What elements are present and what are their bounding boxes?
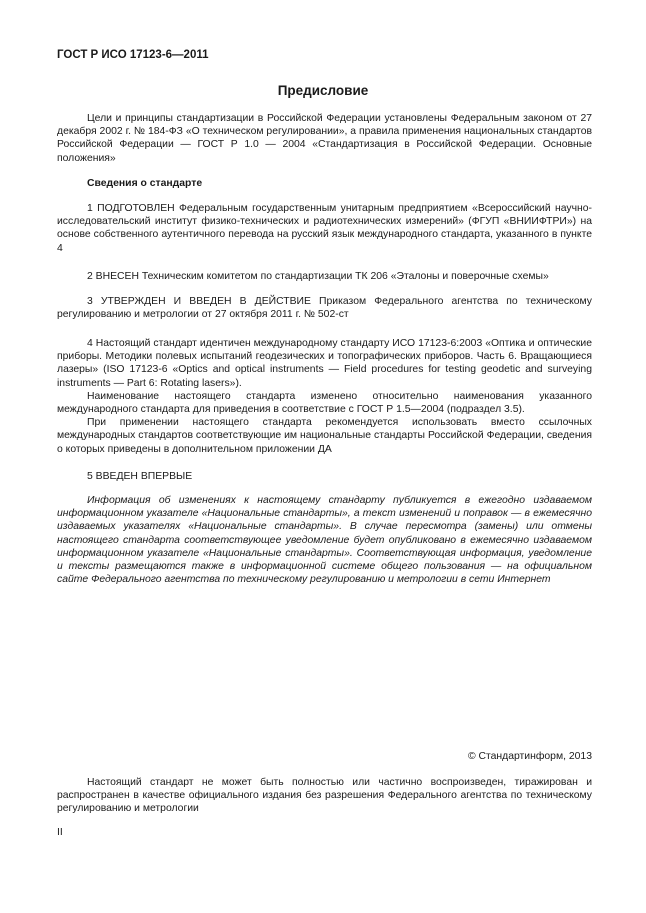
item-1-block [57, 202, 592, 255]
intro-block [57, 112, 592, 165]
item-2-paragraph: 2 ВНЕСЕН Техническим комитетом по стандартизации ТК 206 «Эталоны и поверочные схемы» [87, 271, 549, 282]
item-1-paragraph: 1 ПОДГОТОВЛЕН Федеральным государственным унитарным предприятием «Всероссийский научно-исследовательский институт физико-технических и радиотехнических измерений» (ФГУП «ВНИИФТРИ») на основе собственного аутентичного перевода на русский язык международного стандарта, указанного в пункте 4 [57, 203, 592, 254]
item-5-paragraph: 5 ВВЕДЕН ВПЕРВЫЕ [87, 471, 193, 482]
item-4-paragraph-1: 4 Настоящий стандарт идентичен международному стандарту ИСО 17123-6:2003 «Оптика и оптические приборы. Методики полевых испытаний геодезических и топографических приборов. Часть 6. Вращающиеся лазеры» (ISO 17123-6 «Optics and optical instruments — Field procedures for testing geodetic and surveying instruments — Part 6: Rotating lasers»). [57, 338, 592, 389]
document-id: ГОСТ Р ИСО 17123-6—2011 [57, 49, 209, 61]
info-notice-paragraph: Информация об изменениях к настоящему стандарту публикуется в ежегодно издаваемом информационном указателе «Национальные стандарты», а текст изменений и поправок — в ежемесячно издаваемых указателях «Национальные стандарты». В случае пересмотра (замены) или отмены настоящего стандарта соответствующее уведомление будет опубликовано в ежемесячно издаваемом информационном указателе «Национальные стандарты». Соответствующая информация, уведомление и тексты размещаются также в информационной системе общего пользования — на официальном сайте Федерального агентства по техническому регулированию и метрологии в сети Интернет [57, 495, 592, 586]
section-heading: Сведения о стандарте [87, 178, 203, 189]
reproduction-notice-paragraph: Настоящий стандарт не может быть полностью или частично воспроизведен, тиражирован и распространен в качестве официального издания без разрешения Федерального агентства по техническому регулированию и метрологии [57, 777, 592, 815]
reproduction-notice-block [57, 776, 592, 816]
info-notice-block [57, 494, 592, 586]
section-heading-block [57, 177, 592, 190]
item-4-paragraph-2: Наименование настоящего стандарта изменено относительно наименования указанного международного стандарта для приведения в соответствие с ГОСТ Р 1.5—2004 (подраздел 3.5). [57, 390, 592, 416]
item-3-paragraph: 3 УТВЕРЖДЕН И ВВЕДЕН В ДЕЙСТВИЕ Приказом Федерального агентства по техническому регулированию и метрологии от 27 октября 2011 г. № 502-ст [57, 296, 592, 321]
item-3-block [57, 295, 592, 321]
item-2-block [57, 270, 592, 283]
item-4-paragraph-3: При применении настоящего стандарта рекомендуется использовать вместо ссылочных международных стандартов соответствующие им национальные стандарты Российской Федерации, сведения о которых приведены в дополнительном приложении ДА [57, 417, 592, 455]
item-5-block [57, 470, 592, 483]
page-number: II [57, 827, 63, 838]
intro-paragraph: Цели и принципы стандартизации в Российской Федерации установлены Федеральным законом от 27 декабря 2002 г. № 184-ФЗ «О техническом регулировании», а правила применения национальных стандартов Российской Федерации — ГОСТ Р 1.0 — 2004 «Стандартизация в Российской Федерации. Основные положения» [57, 113, 592, 164]
page-title: Предисловие [277, 83, 369, 98]
item-4-block [57, 337, 592, 456]
copyright-line: © Стандартинформ, 2013 [467, 751, 592, 762]
